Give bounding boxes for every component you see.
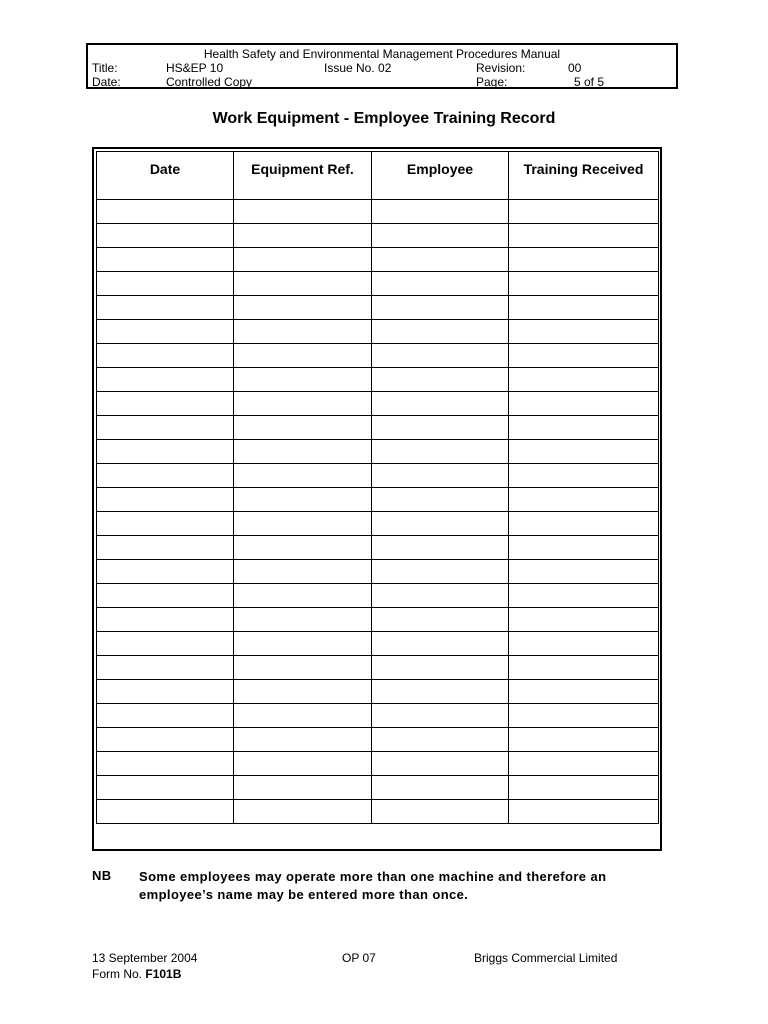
cell-date[interactable] [97,344,234,368]
table-row [97,656,659,680]
cell-equipment-ref[interactable] [234,632,372,656]
cell-equipment-ref[interactable] [234,728,372,752]
cell-date[interactable] [97,272,234,296]
cell-employee[interactable] [372,560,509,584]
cell-training-received[interactable] [509,368,659,392]
table-row [97,464,659,488]
cell-equipment-ref[interactable] [234,416,372,440]
date-value: Controlled Copy [166,75,253,89]
footer-date: 13 September 2004 [92,951,198,965]
cell-equipment-ref[interactable] [234,488,372,512]
cell-equipment-ref[interactable] [234,464,372,488]
cell-training-received[interactable] [509,608,659,632]
table-row [97,392,659,416]
cell-training-received[interactable] [509,416,659,440]
cell-date[interactable] [97,584,234,608]
page-label: Page: [476,75,508,89]
cell-equipment-ref[interactable] [234,608,372,632]
cell-date[interactable] [97,224,234,248]
cell-equipment-ref[interactable] [234,224,372,248]
note-text: Some employees may operate more than one machine and therefore an employee’s name may be entered more than once. [139,869,607,902]
cell-training-received[interactable] [509,728,659,752]
table-row [97,368,659,392]
cell-employee[interactable] [372,608,509,632]
cell-equipment-ref[interactable] [234,680,372,704]
table-row [97,248,659,272]
cell-date[interactable] [97,776,234,800]
cell-employee[interactable] [372,776,509,800]
cell-date[interactable] [97,488,234,512]
issue-number: Issue No. 02 [324,61,392,75]
cell-equipment-ref[interactable] [234,200,372,224]
cell-training-received[interactable] [509,680,659,704]
footer-form [92,966,181,982]
cell-employee[interactable] [372,584,509,608]
column-header-training-received: Training Received [509,152,659,200]
training-record-table-frame [92,147,662,851]
cell-equipment-ref[interactable] [234,392,372,416]
cell-date[interactable] [97,752,234,776]
cell-training-received[interactable] [509,512,659,536]
page-title: Work Equipment - Employee Training Record [212,110,556,127]
cell-training-received[interactable] [509,464,659,488]
cell-equipment-ref[interactable] [234,776,372,800]
cell-equipment-ref[interactable] [234,800,372,824]
cell-employee[interactable] [372,416,509,440]
cell-employee[interactable] [372,392,509,416]
document-header [86,43,678,89]
table-row [97,416,659,440]
cell-date[interactable] [97,464,234,488]
cell-employee[interactable] [372,464,509,488]
table-row [97,224,659,248]
cell-training-received[interactable] [509,560,659,584]
cell-training-received[interactable] [509,800,659,824]
cell-employee[interactable] [372,344,509,368]
cell-training-received[interactable] [509,488,659,512]
cell-date[interactable] [97,800,234,824]
cell-equipment-ref[interactable] [234,368,372,392]
cell-employee[interactable] [372,632,509,656]
column-header-employee: Employee [372,152,509,200]
revision-label: Revision: [476,61,526,75]
cell-date[interactable] [97,704,234,728]
column-header-equipment-ref: Equipment Ref. [234,152,372,200]
cell-date[interactable] [97,296,234,320]
cell-date[interactable] [97,512,234,536]
cell-equipment-ref[interactable] [234,320,372,344]
header-row-date [88,75,676,89]
cell-equipment-ref[interactable] [234,752,372,776]
cell-date[interactable] [97,392,234,416]
table-row [97,776,659,800]
header-row-title [88,61,676,75]
cell-date[interactable] [97,632,234,656]
title-value: HS&EP 10 [166,61,224,75]
cell-training-received[interactable] [509,752,659,776]
cell-equipment-ref[interactable] [234,248,372,272]
cell-date[interactable] [97,200,234,224]
cell-equipment-ref[interactable] [234,272,372,296]
table-body [97,200,659,824]
page-value: 5 of 5 [574,75,605,89]
cell-training-received[interactable] [509,320,659,344]
table-row [97,488,659,512]
cell-equipment-ref[interactable] [234,656,372,680]
cell-equipment-ref[interactable] [234,512,372,536]
cell-equipment-ref[interactable] [234,560,372,584]
table-row [97,440,659,464]
cell-equipment-ref[interactable] [234,296,372,320]
table-row [97,680,659,704]
form-number: F101B [145,967,182,981]
cell-training-received[interactable] [509,536,659,560]
cell-training-received[interactable] [509,776,659,800]
table-row [97,800,659,824]
cell-employee[interactable] [372,248,509,272]
cell-employee[interactable] [372,488,509,512]
footer-op: OP 07 [342,951,376,965]
note-label: NB [92,868,112,883]
cell-employee[interactable] [372,296,509,320]
cell-date[interactable] [97,656,234,680]
cell-employee[interactable] [372,440,509,464]
cell-date[interactable] [97,536,234,560]
table-row [97,704,659,728]
cell-training-received[interactable] [509,440,659,464]
cell-employee[interactable] [372,320,509,344]
cell-employee[interactable] [372,704,509,728]
cell-equipment-ref[interactable] [234,344,372,368]
cell-date[interactable] [97,680,234,704]
cell-employee[interactable] [372,272,509,296]
cell-employee[interactable] [372,368,509,392]
cell-training-received[interactable] [509,704,659,728]
table-row [97,728,659,752]
column-header-date: Date [97,152,234,200]
cell-training-received[interactable] [509,200,659,224]
cell-training-received[interactable] [509,296,659,320]
table-row [97,632,659,656]
cell-employee[interactable] [372,656,509,680]
cell-training-received[interactable] [509,344,659,368]
cell-equipment-ref[interactable] [234,704,372,728]
date-label: Date: [92,75,121,89]
cell-employee[interactable] [372,224,509,248]
training-record-table [96,151,659,824]
cell-date[interactable] [97,248,234,272]
table-row [97,320,659,344]
cell-employee[interactable] [372,800,509,824]
cell-date[interactable] [97,440,234,464]
cell-training-received[interactable] [509,392,659,416]
cell-date[interactable] [97,728,234,752]
cell-date[interactable] [97,320,234,344]
cell-date[interactable] [97,560,234,584]
cell-training-received[interactable] [509,224,659,248]
cell-training-received[interactable] [509,632,659,656]
cell-date[interactable] [97,368,234,392]
cell-date[interactable] [97,608,234,632]
cell-employee[interactable] [372,680,509,704]
table-row [97,560,659,584]
form-label: Form No. [92,967,143,981]
cell-training-received[interactable] [509,584,659,608]
cell-training-received[interactable] [509,248,659,272]
table-row [97,608,659,632]
cell-employee[interactable] [372,536,509,560]
cell-employee[interactable] [372,512,509,536]
cell-employee[interactable] [372,728,509,752]
table-row [97,200,659,224]
manual-title: Health Safety and Environmental Management Procedures Manual [203,47,561,61]
table-row [97,344,659,368]
cell-equipment-ref[interactable] [234,440,372,464]
cell-training-received[interactable] [509,656,659,680]
table-header-row [97,152,659,200]
cell-employee[interactable] [372,752,509,776]
table-row [97,512,659,536]
table-row [97,296,659,320]
footer-company: Briggs Commercial Limited [474,951,618,965]
table-row [97,584,659,608]
cell-equipment-ref[interactable] [234,536,372,560]
table-row [97,752,659,776]
cell-date[interactable] [97,416,234,440]
table-row [97,536,659,560]
cell-equipment-ref[interactable] [234,584,372,608]
cell-training-received[interactable] [509,272,659,296]
table-row [97,272,659,296]
revision-value: 00 [568,61,582,75]
cell-employee[interactable] [372,200,509,224]
title-label: Title: [92,61,118,75]
